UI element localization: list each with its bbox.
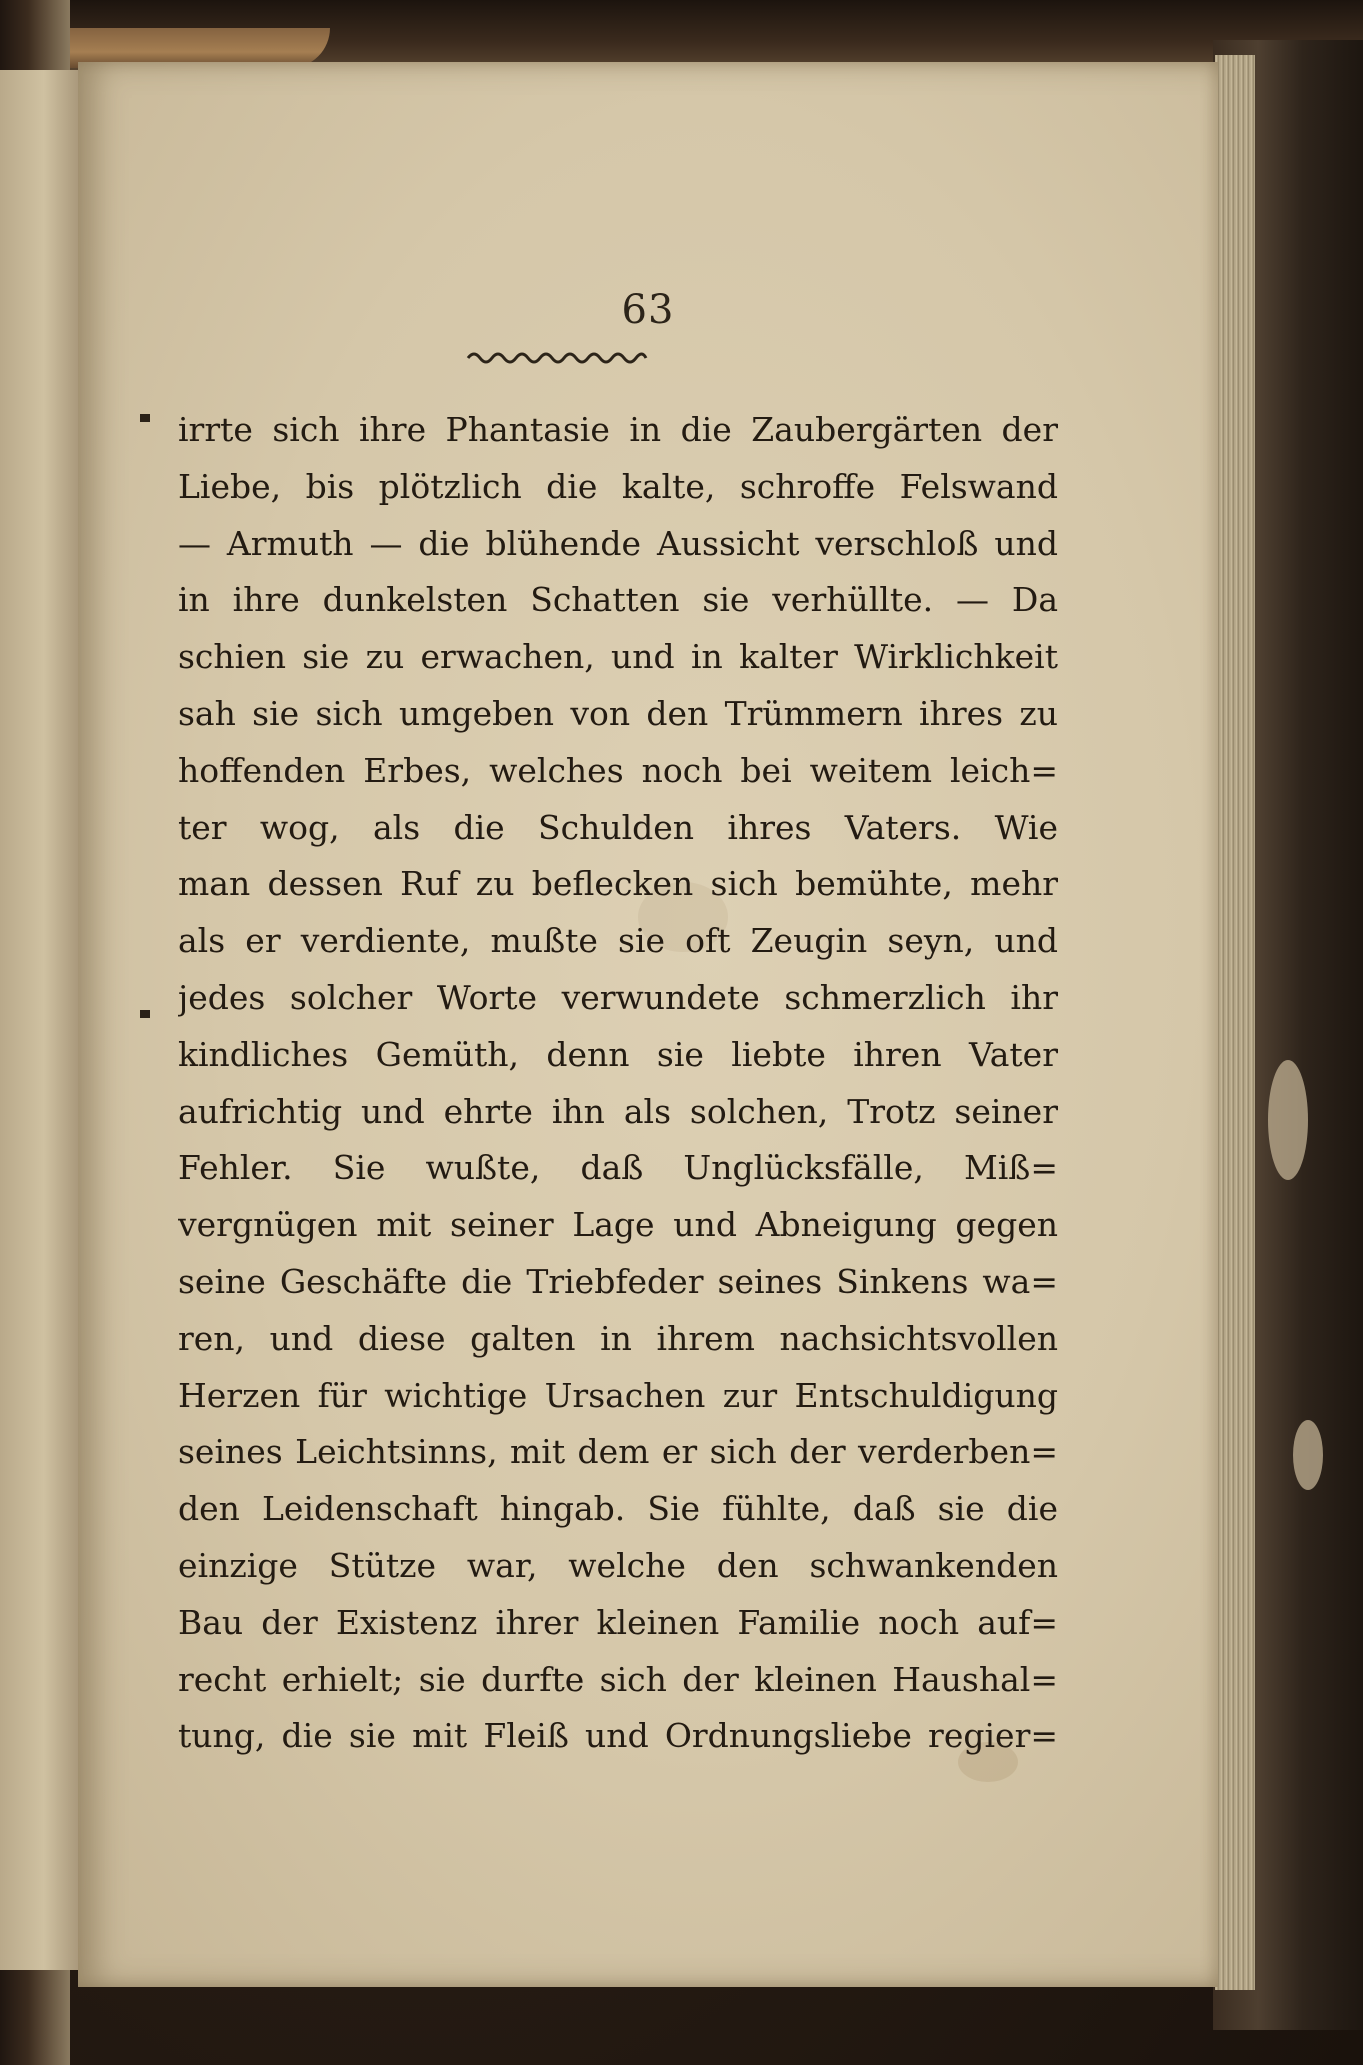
previous-page-edge: [0, 70, 82, 1970]
text-line: einzige Stütze war, welche den schwankenden: [178, 1545, 1058, 1585]
text-line: Herzen für wichtige Ursachen zur Entschuldigung: [178, 1375, 1058, 1415]
text-line: Bau der Existenz ihrer kleinen Familie noch auf=: [178, 1602, 1058, 1642]
text-line: hoffenden Erbes, welches noch bei weitem leich=: [178, 750, 1058, 790]
text-line: in ihre dunkelsten Schatten sie verhüllte. — Da: [178, 580, 1058, 620]
book-page: [78, 62, 1218, 1987]
text-line: ter wog, als die Schulden ihres Vaters. Wie: [178, 807, 1058, 847]
text-line: den Leidenschaft hingab. Sie fühlte, daß sie die: [178, 1489, 1058, 1529]
text-line: jedes solcher Worte verwundete schmerzlich ihr: [178, 977, 1058, 1017]
text-line: vergnügen mit seiner Lage und Abneigung gegen: [178, 1205, 1058, 1245]
text-line: aufrichtig und ehrte ihn als solchen, Trotz seiner: [178, 1091, 1058, 1131]
text-line: seine Geschäfte die Triebfeder seines Sinkens wa=: [178, 1261, 1058, 1301]
body-text: [178, 402, 1058, 1765]
cover-wear-spot: [1293, 1420, 1323, 1490]
text-line: schien sie zu erwachen, und in kalter Wirklichkeit: [178, 637, 1058, 677]
text-line: man dessen Ruf zu beflecken sich bemühte, mehr: [178, 864, 1058, 904]
cover-wear-spot: [1268, 1060, 1308, 1180]
top-cover-edge: [0, 0, 1363, 70]
gutter-mark: [140, 414, 150, 422]
text-line: recht erhielt; sie durfte sich der kleinen Haushal=: [178, 1659, 1058, 1699]
text-line: Liebe, bis plötzlich die kalte, schroffe Felswand: [178, 466, 1058, 506]
page-block-edges: [1215, 55, 1255, 1990]
text-line: Fehler. Sie wußte, daß Unglücksfälle, Miß=: [178, 1148, 1058, 1188]
text-line: ren, und diese galten in ihrem nachsichtsvollen: [178, 1318, 1058, 1358]
text-line: kindliches Gemüth, denn sie liebte ihren Vater: [178, 1034, 1058, 1074]
text-line: irrte sich ihre Phantasie in die Zaubergärten der: [178, 410, 1058, 449]
text-line: tung, die sie mit Fleiß und Ordnungsliebe regier=: [178, 1716, 1058, 1756]
wavy-rule-ornament-icon: [466, 348, 648, 368]
text-line: sah sie sich umgeben von den Trümmern ihres zu: [178, 693, 1058, 733]
text-line: seines Leichtsinns, mit dem er sich der verderben=: [178, 1432, 1058, 1472]
text-line: als er verdiente, mußte sie oft Zeugin seyn, und: [178, 921, 1058, 961]
text-line: — Armuth — die blühende Aussicht verschloß und: [178, 523, 1058, 563]
page-number: 63: [621, 287, 675, 333]
gutter-mark: [140, 1010, 150, 1018]
